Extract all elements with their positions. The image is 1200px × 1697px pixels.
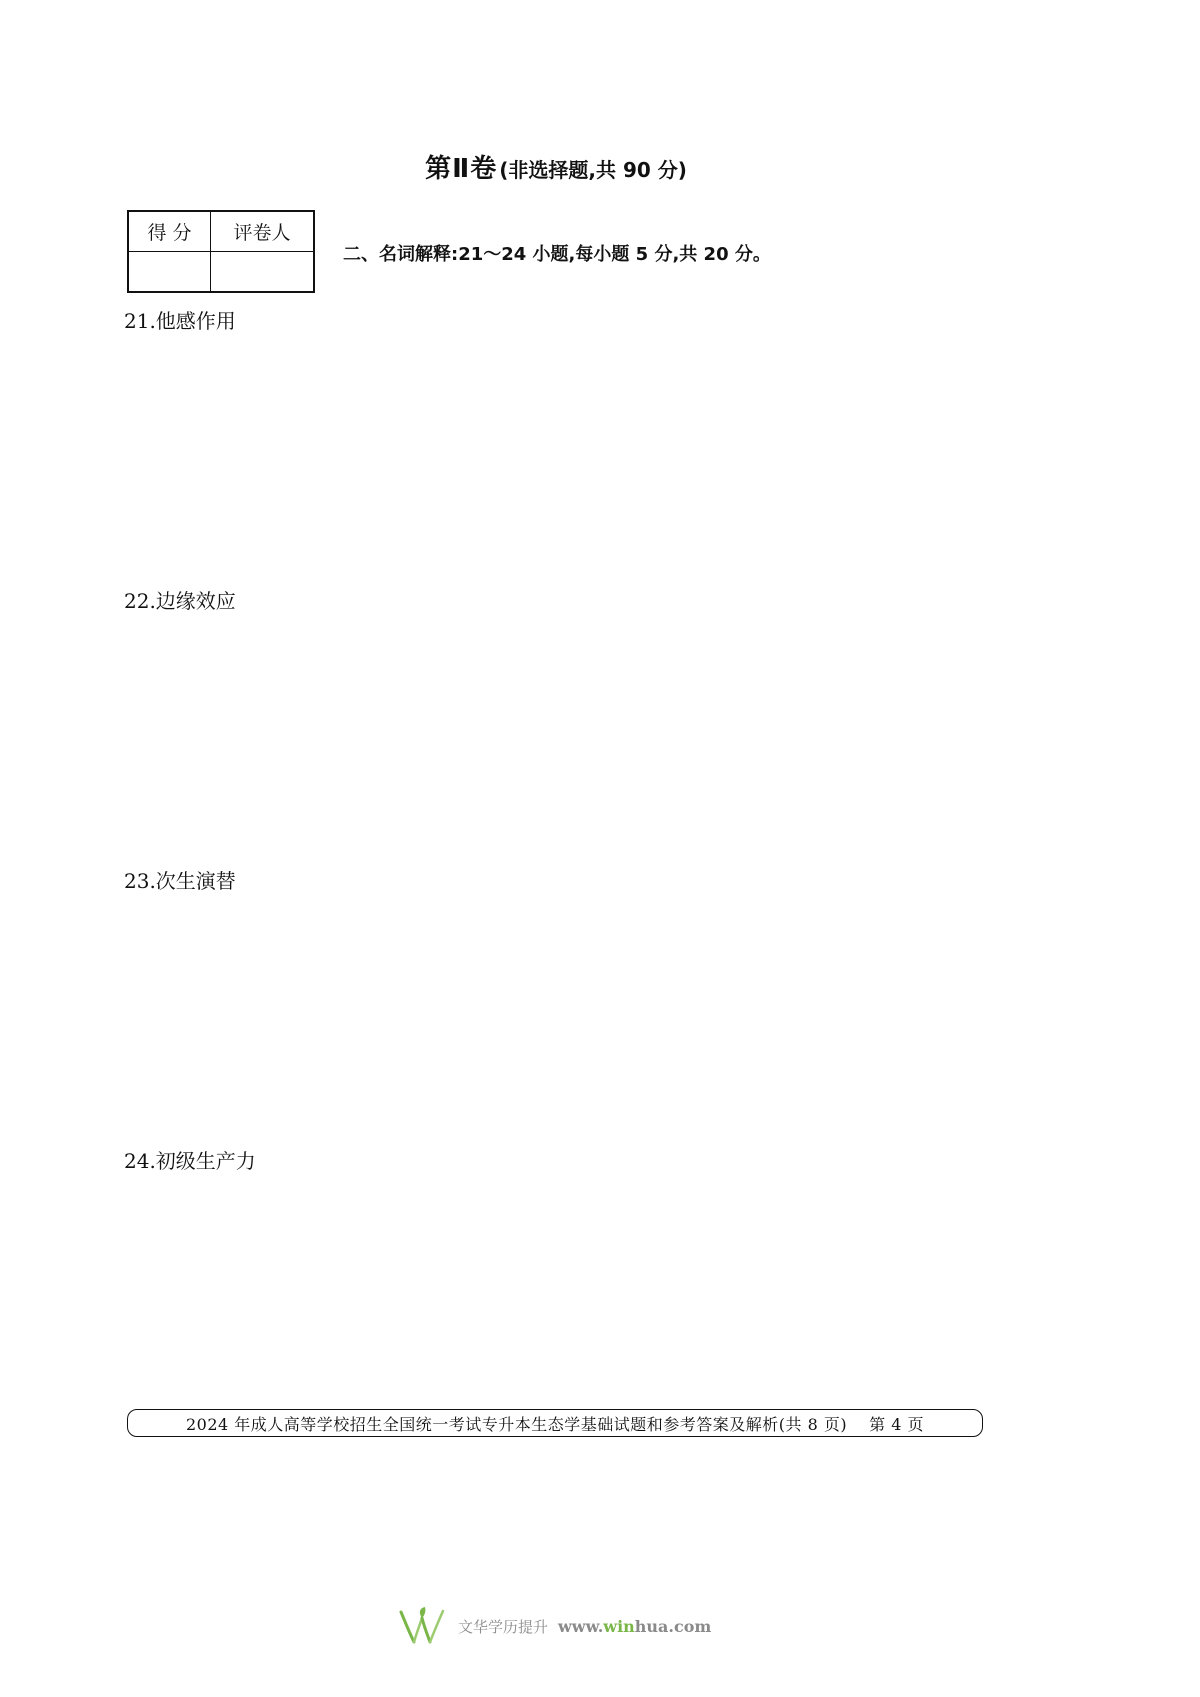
watermark-url-suffix: hua.com (634, 1616, 712, 1636)
footer-text: 2024 年成人高等学校招生全国统一考试专升本生态学基础试题和参考答案及解析(共 8 页) (185, 1414, 848, 1434)
watermark-logo (398, 1604, 711, 1648)
leaf-w-logo-icon (398, 1606, 446, 1646)
watermark-url-prefix: www. (558, 1616, 604, 1636)
page-footer (127, 1409, 983, 1437)
score-header: 得 分 (129, 212, 211, 252)
score-cell (129, 252, 211, 291)
watermark-url-highlight: win (603, 1616, 635, 1636)
score-table (127, 210, 315, 293)
question-24: 24.初级生产力 (124, 1149, 256, 1173)
question-21: 21.他感作用 (124, 309, 236, 333)
title-sub: (非选择题,共 90 分) (499, 158, 687, 182)
watermark-brand: 文华学历提升 (458, 1617, 549, 1636)
section-heading: 二、名词解释:21～24 小题,每小题 5 分,共 20 分。 (343, 244, 771, 265)
page-title (0, 148, 1112, 185)
footer-page-number: 第 4 页 (869, 1414, 924, 1434)
grader-header: 评卷人 (211, 212, 313, 252)
question-23: 23.次生演替 (124, 869, 236, 893)
question-22: 22.边缘效应 (124, 589, 236, 613)
grader-cell (211, 252, 313, 291)
title-main: 第Ⅱ卷 (425, 154, 498, 184)
watermark-url (558, 1617, 711, 1636)
